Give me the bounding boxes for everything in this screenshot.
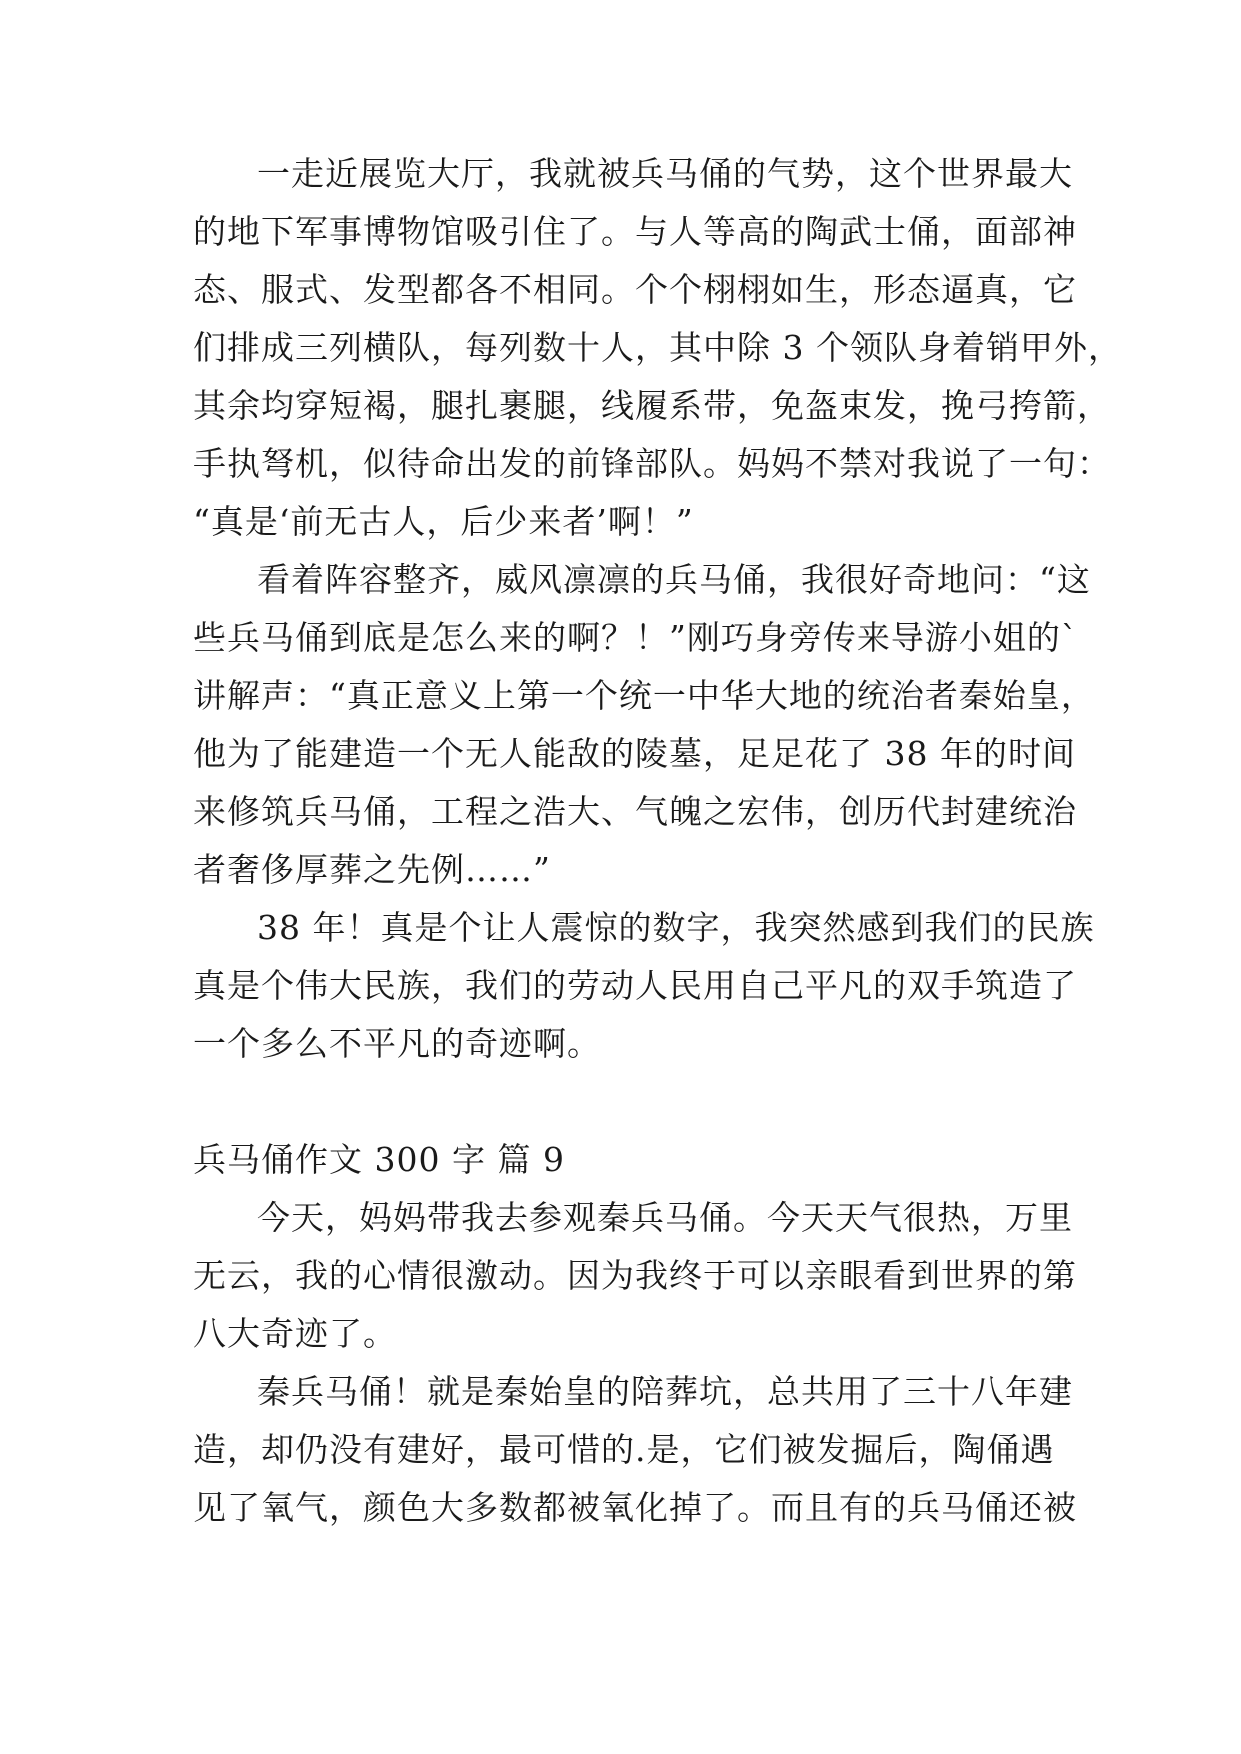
text-line: 见了氧气，颜色大多数都被氧化掉了。而且有的兵马俑还被 — [193, 1488, 1077, 1527]
text-line: 们排成三列横队，每列数十人，其中除 3 个领队身着销甲外， — [193, 328, 1122, 367]
text-line: 来修筑兵马俑，工程之浩大、气魄之宏伟，创历代封建统治 — [193, 792, 1077, 831]
text-line: 38 年！真是个让人震惊的数字，我突然感到我们的民族 — [257, 908, 1095, 947]
text-line: 他为了能建造一个无人能敌的陵墓，足足花了 38 年的时间 — [193, 734, 1076, 773]
paragraph — [193, 899, 1095, 1073]
text-line: 今天，妈妈带我去参观秦兵马俑。今天天气很热，万里 — [257, 1198, 1073, 1237]
text-line: 者奢侈厚葬之先例……” — [193, 850, 551, 889]
text-line: 手执弩机，似待命出发的前锋部队。妈妈不禁对我说了一句： — [193, 444, 1111, 483]
text-line: 造，却仍没有建好，最可惜的.是，它们被发掘后，陶俑遇 — [193, 1430, 1055, 1469]
text-line: 看着阵容整齐，威风凛凛的兵马俑，我很好奇地问：“这 — [257, 560, 1091, 599]
text-line: 无云，我的心情很激动。因为我终于可以亲眼看到世界的第 — [193, 1256, 1077, 1295]
text-line: 的地下军事博物馆吸引住了。与人等高的陶武士俑，面部神 — [193, 212, 1077, 251]
paragraph — [193, 1363, 1077, 1537]
text-line: 一走近展览大厅，我就被兵马俑的气势，这个世界最大 — [257, 154, 1073, 193]
text-line: 些兵马俑到底是怎么来的啊？！”刚巧身旁传来导游小姐的` — [193, 618, 1079, 657]
text-line: 讲解声：“真正意义上第一个统一中华大地的统治者秦始皇， — [193, 676, 1095, 715]
paragraph — [193, 551, 1095, 899]
text-line: 一个多么不平凡的奇迹啊。 — [193, 1024, 601, 1063]
text-line: 态、服式、发型都各不相同。个个栩栩如生，形态逼真，它 — [193, 270, 1077, 309]
paragraph — [193, 145, 1122, 551]
text-line: 真是个伟大民族，我们的劳动人民用自己平凡的双手筑造了 — [193, 966, 1077, 1005]
text-line: 八大奇迹了。 — [193, 1314, 397, 1353]
document-page — [193, 145, 1122, 1537]
text-line: 其余均穿短褐，腿扎裹腿，线履系带，免盔束发，挽弓挎箭， — [193, 386, 1111, 425]
section-heading: 兵马俑作文 300 字 篇 9 — [193, 1140, 565, 1179]
text-line: “真是‘前无古人，后少来者’啊！” — [193, 502, 694, 541]
paragraph — [193, 1189, 1077, 1363]
text-line: 秦兵马俑！就是秦始皇的陪葬坑，总共用了三十八年建 — [257, 1372, 1073, 1411]
